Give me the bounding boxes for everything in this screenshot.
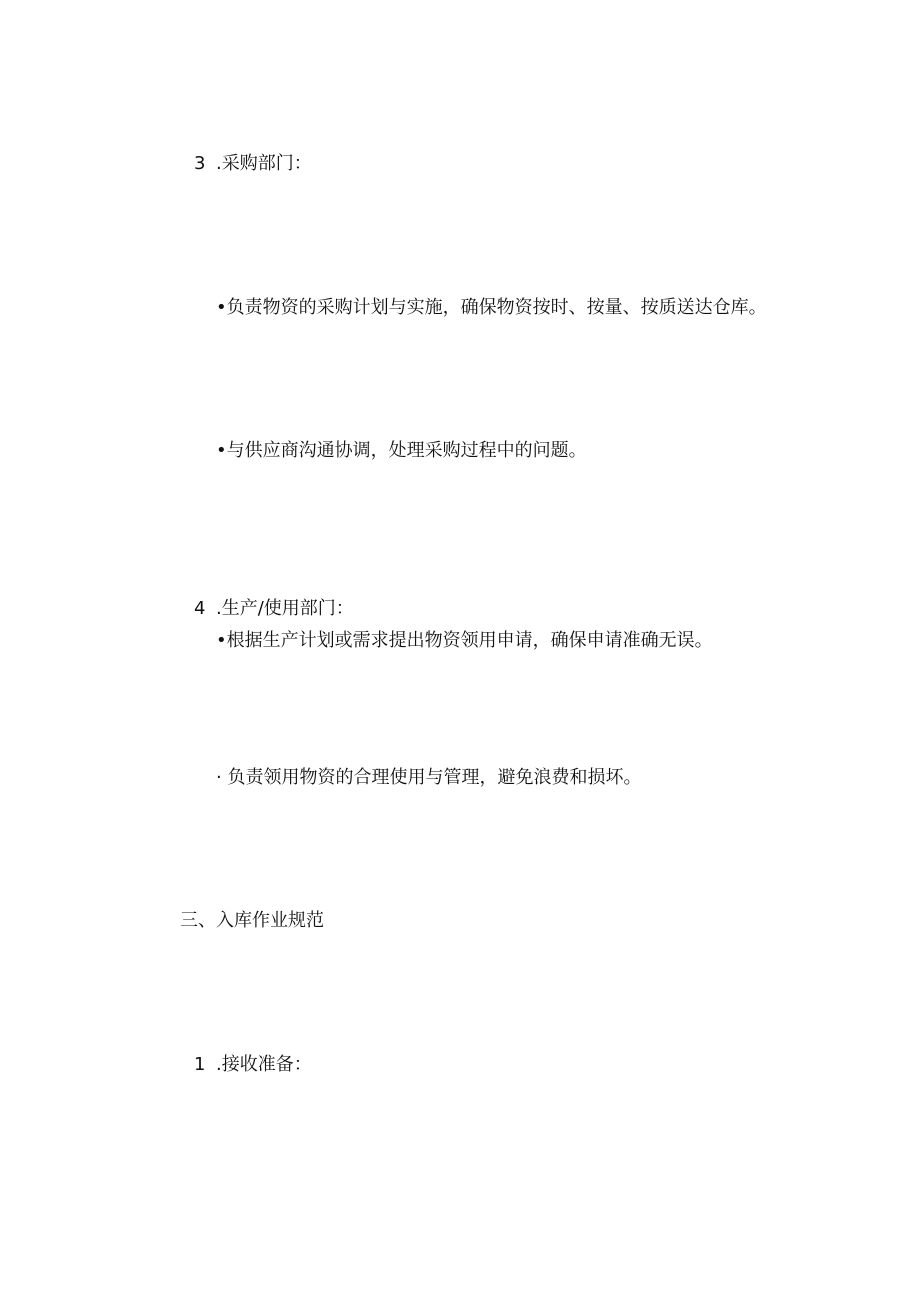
section-title: .生产/使用部门： [216,598,354,619]
list-item: · 负责领用物资的合理使用与管理，避免浪费和损坏。 [216,767,642,788]
section-number: 4 [194,598,206,619]
section-3-heading [194,152,312,176]
section-title: .采购部门： [216,153,312,174]
section-4-heading [194,597,354,621]
section-number: 3 [194,153,206,174]
list-item: •与供应商沟通协调，处理采购过程中的问题。 [216,440,587,461]
chapter-heading: 三、入库作业规范 [180,910,324,931]
subsection-1-heading [194,1053,312,1077]
section-title: .接收准备： [216,1054,312,1075]
list-item: •负责物资的采购计划与实施，确保物资按时、按量、按质送达仓库。 [216,297,767,318]
list-item: •根据生产计划或需求提出物资领用申请，确保申请准确无误。 [216,630,713,651]
section-number: 1 [194,1054,206,1075]
